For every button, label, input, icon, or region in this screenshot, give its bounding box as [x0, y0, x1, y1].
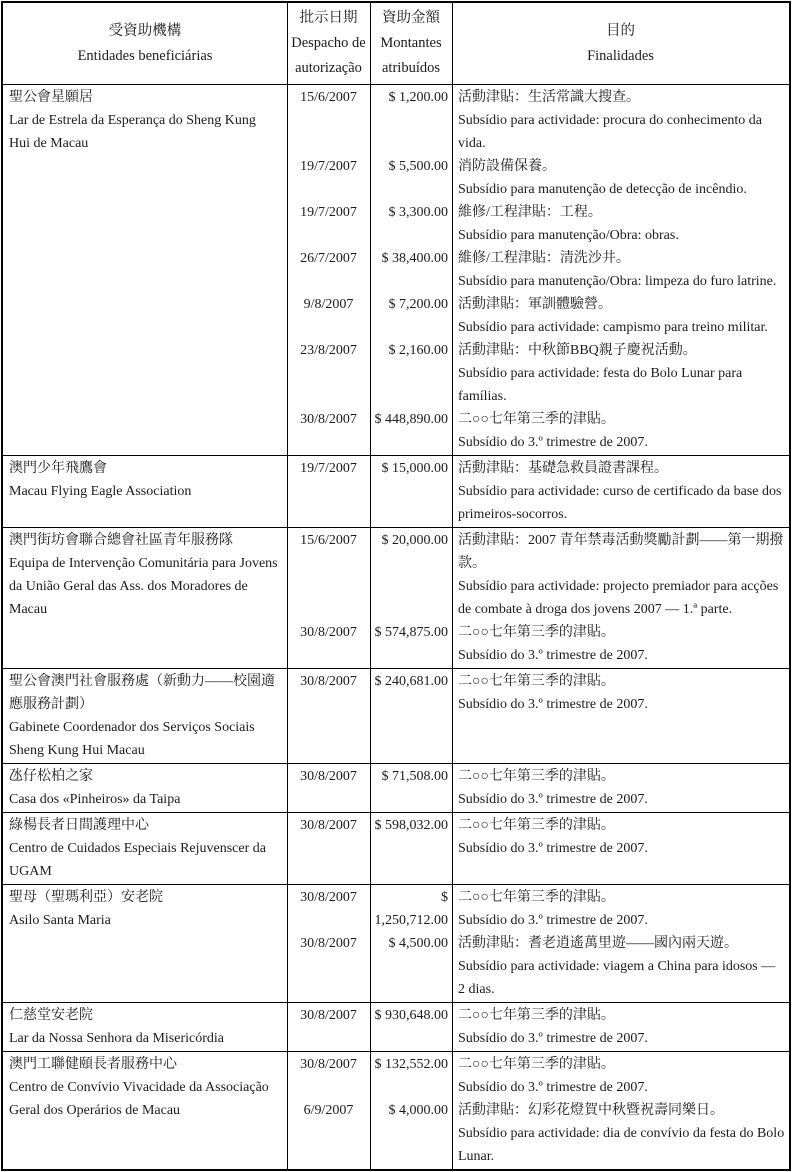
- beneficiary-cell: [3, 86, 287, 155]
- beneficiary-cell: [3, 765, 287, 811]
- authorization-date-cell: 15/6/2007: [300, 90, 357, 105]
- authorization-date-cell: 19/7/2007: [300, 205, 357, 220]
- purpose-cell: [452, 1004, 789, 1050]
- column-divider: [287, 669, 288, 763]
- authorization-date-cell: 30/8/2007: [300, 1057, 357, 1072]
- authorization-date-cell: 30/8/2007: [300, 674, 357, 689]
- beneficiary-name-zh: 聖公會澳門社會服務處（新動力——校園適應服務計劃）: [9, 674, 275, 712]
- purpose-pt: Subsídio para actividade: projecto premiador para acções de combate à droga dos jovens 2007 — 1.ª parte.: [458, 579, 779, 617]
- header-amount-pt: Montantes atribuídos: [380, 35, 442, 76]
- header-purpose: [452, 3, 789, 84]
- purpose-pt: Subsídio para actividade: viagem a China para idosos — 2 dias.: [458, 959, 776, 997]
- column-divider: [452, 3, 453, 84]
- purpose-cell: [452, 621, 789, 667]
- purpose-cell: [452, 529, 789, 621]
- amount-cell: $ 598,032.00: [374, 818, 448, 833]
- table-row: [3, 85, 789, 455]
- purpose-cell: [452, 293, 789, 339]
- authorization-date-cell: 30/8/2007: [300, 412, 357, 427]
- authorization-date-cell: 30/8/2007: [300, 625, 357, 640]
- subsidy-table-document: [1, 1, 791, 1171]
- beneficiary-name-pt: Equipa de Intervenção Comunitária para Jovens da União Geral das Ass. dos Moradores de Macau: [9, 556, 278, 617]
- beneficiary-name-zh: 澳門少年飛鷹會: [9, 461, 107, 476]
- purpose-pt: Subsídio para actividade: festa do Bolo Lunar para famílias.: [458, 366, 743, 404]
- column-divider: [370, 85, 371, 455]
- purpose-cell: [452, 814, 789, 860]
- column-divider: [287, 3, 288, 84]
- beneficiary-name-zh: 聖公會星願居: [9, 90, 93, 105]
- purpose-cell: [452, 457, 789, 526]
- authorization-date-cell: 30/8/2007: [300, 818, 357, 833]
- purpose-cell: [452, 201, 789, 247]
- column-divider: [370, 885, 371, 1002]
- beneficiary-name-pt: Lar de Estrela da Esperança do Sheng Kung Hui de Macau: [9, 113, 256, 151]
- purpose-cell: [452, 1053, 789, 1099]
- purpose-pt: Subsídio do 3.º trimestre de 2007.: [458, 697, 648, 712]
- header-purpose-pt: Finalidades: [587, 47, 654, 64]
- header-beneficiary-zh: 受資助機構: [108, 22, 182, 39]
- beneficiary-name-pt: Macau Flying Eagle Association: [9, 484, 192, 499]
- purpose-pt: Subsídio do 3.º trimestre de 2007.: [458, 1031, 648, 1046]
- purpose-zh: 活動津貼：生活常識大搜查。: [458, 90, 640, 105]
- beneficiary-name-zh: 聖母（聖瑪利亞）安老院: [9, 890, 163, 905]
- column-divider: [370, 528, 371, 668]
- purpose-cell: [452, 765, 789, 811]
- beneficiary-name-zh: 澳門街坊會聯合總會社區青年服務隊: [9, 533, 233, 548]
- beneficiary-cell: [3, 529, 287, 621]
- amount-cell: $ 132,552.00: [374, 1057, 448, 1072]
- beneficiary-cell: [3, 886, 287, 932]
- beneficiary-name-pt: Casa dos «Pinheiros» da Taipa: [9, 792, 181, 807]
- purpose-zh: 二○○七年第三季的津貼。: [458, 769, 615, 784]
- column-divider: [452, 885, 453, 1002]
- column-divider: [287, 1052, 288, 1169]
- purpose-cell: [452, 670, 789, 716]
- header-beneficiary: [3, 3, 287, 84]
- amount-cell: $ 3,300.00: [388, 205, 448, 220]
- table-row: [3, 1051, 789, 1169]
- column-divider: [452, 813, 453, 884]
- table-row: [3, 455, 789, 527]
- purpose-pt: Subsídio do 3.º trimestre de 2007.: [458, 841, 648, 856]
- purpose-pt: Subsídio para manutenção/Obra: limpeza do furo latrine.: [458, 274, 777, 289]
- table-header-row: [3, 3, 789, 85]
- table-row: [3, 812, 789, 884]
- authorization-date-cell: 9/8/2007: [303, 297, 354, 312]
- purpose-cell: [452, 339, 789, 408]
- authorization-date-cell: 19/7/2007: [300, 461, 357, 476]
- purpose-cell: [452, 932, 789, 1001]
- column-divider: [452, 85, 453, 455]
- authorization-date-cell: 30/8/2007: [300, 936, 357, 951]
- column-divider: [287, 85, 288, 455]
- header-beneficiary-pt: Entidades beneficiárias: [77, 47, 213, 64]
- purpose-zh: 二○○七年第三季的津貼。: [458, 625, 615, 640]
- column-divider: [452, 764, 453, 812]
- column-divider: [370, 456, 371, 527]
- beneficiary-name-pt: Gabinete Coordenador dos Serviços Sociais Sheng Kung Hui Macau: [9, 720, 255, 758]
- purpose-zh: 二○○七年第三季的津貼。: [458, 674, 615, 689]
- header-authorization-date-zh: 批示日期: [299, 10, 358, 26]
- authorization-date-cell: 30/8/2007: [300, 890, 357, 905]
- header-amount: [370, 3, 452, 84]
- beneficiary-name-pt: Asilo Santa Maria: [9, 913, 111, 928]
- purpose-zh: 二○○七年第三季的津貼。: [458, 1008, 615, 1023]
- purpose-pt: Subsídio para manutenção/Obra: obras.: [458, 228, 679, 243]
- authorization-date-cell: 30/8/2007: [300, 769, 357, 784]
- column-divider: [287, 456, 288, 527]
- header-purpose-zh: 目的: [606, 22, 635, 39]
- authorization-date-cell: 6/9/2007: [303, 1103, 354, 1118]
- column-divider: [452, 1003, 453, 1051]
- table-row: [3, 527, 789, 668]
- authorization-date-cell: 30/8/2007: [300, 1008, 357, 1023]
- beneficiary-name-pt: Centro de Cuidados Especiais Rejuvenscer da UGAM: [9, 841, 266, 879]
- column-divider: [452, 456, 453, 527]
- purpose-zh: 維修/工程津貼：工程。: [458, 205, 602, 220]
- beneficiary-name-zh: 澳門工聯健頤長者服務中心: [9, 1057, 177, 1072]
- purpose-cell: [452, 155, 789, 201]
- table-row: [3, 884, 789, 1002]
- column-divider: [452, 669, 453, 763]
- purpose-zh: 活動津貼：2007 青年禁毒活動獎勵計劃——第一期撥款。: [458, 533, 784, 571]
- beneficiary-name-zh: 綠楊長者日間護理中心: [9, 818, 149, 833]
- purpose-zh: 活動津貼：基礎急救員證書課程。: [458, 461, 668, 476]
- authorization-date-cell: 15/6/2007: [300, 533, 357, 548]
- table-row: [3, 763, 789, 812]
- purpose-pt: Subsídio para actividade: curso de certificado da base dos primeiros-socorros.: [458, 484, 782, 522]
- amount-cell: $ 2,160.00: [388, 343, 448, 358]
- beneficiary-cell: [3, 457, 287, 503]
- amount-cell: $ 7,200.00: [388, 297, 448, 312]
- column-divider: [370, 1052, 371, 1169]
- amount-cell: $ 71,508.00: [381, 769, 448, 784]
- amount-cell: $ 4,500.00: [388, 936, 448, 951]
- header-amount-zh: 資助金額: [382, 10, 440, 26]
- purpose-cell: [452, 1099, 789, 1168]
- column-divider: [452, 528, 453, 668]
- purpose-zh: 二○○七年第三季的津貼。: [458, 890, 615, 905]
- purpose-pt: Subsídio do 3.º trimestre de 2007.: [458, 1080, 648, 1095]
- beneficiary-name-zh: 氹仔松柏之家: [9, 769, 93, 784]
- column-divider: [287, 764, 288, 812]
- column-divider: [287, 528, 288, 668]
- purpose-pt: Subsídio do 3.º trimestre de 2007.: [458, 792, 648, 807]
- amount-cell: $ 4,000.00: [388, 1103, 448, 1118]
- column-divider: [287, 885, 288, 1002]
- purpose-zh: 維修/工程津貼：清洗沙井。: [458, 251, 630, 266]
- purpose-pt: Subsídio para actividade: dia de convívio da festa do Bolo Lunar.: [458, 1126, 785, 1164]
- amount-cell: $ 574,875.00: [374, 625, 448, 640]
- header-authorization-date-pt: Despacho de autorização: [291, 35, 366, 76]
- purpose-zh: 消防設備保養。: [458, 159, 556, 174]
- authorization-date-cell: 23/8/2007: [300, 343, 357, 358]
- purpose-cell: [452, 886, 789, 932]
- purpose-pt: Subsídio do 3.º trimestre de 2007.: [458, 913, 648, 928]
- authorization-date-cell: 26/7/2007: [300, 251, 357, 266]
- beneficiary-cell: [3, 1004, 287, 1050]
- purpose-pt: Subsídio do 3.º trimestre de 2007.: [458, 648, 648, 663]
- beneficiary-cell: [3, 814, 287, 883]
- amount-cell: $ 930,648.00: [374, 1008, 448, 1023]
- purpose-cell: [452, 408, 789, 454]
- amount-cell: $ 5,500.00: [388, 159, 448, 174]
- purpose-zh: 二○○七年第三季的津貼。: [458, 1057, 615, 1072]
- purpose-cell: [452, 247, 789, 293]
- amount-cell: $ 38,400.00: [381, 251, 448, 266]
- amount-cell: $ 240,681.00: [374, 674, 448, 689]
- purpose-zh: 二○○七年第三季的津貼。: [458, 412, 615, 427]
- beneficiary-name-pt: Centro de Convívio Vivacidade da Associação Geral dos Operários de Macau: [9, 1080, 269, 1118]
- column-divider: [287, 813, 288, 884]
- beneficiary-name-zh: 仁慈堂安老院: [9, 1008, 93, 1023]
- amount-cell: $ 15,000.00: [381, 461, 448, 476]
- amount-cell: $ 1,200.00: [388, 90, 448, 105]
- purpose-pt: Subsídio para manutenção de detecção de incêndio.: [458, 182, 747, 197]
- purpose-zh: 活動津貼：幻彩花燈賀中秋暨祝壽同樂日。: [458, 1103, 724, 1118]
- column-divider: [452, 1052, 453, 1169]
- column-divider: [370, 813, 371, 884]
- amount-cell: $ 448,890.00: [374, 412, 448, 427]
- column-divider: [370, 669, 371, 763]
- beneficiary-cell: [3, 1053, 287, 1122]
- column-divider: [370, 1003, 371, 1051]
- header-authorization-date: [287, 3, 370, 84]
- table-body: [3, 85, 789, 1169]
- beneficiary-name-pt: Lar da Nossa Senhora da Misericórdia: [9, 1031, 224, 1046]
- column-divider: [370, 3, 371, 84]
- purpose-zh: 活動津貼：中秋節BBQ親子慶祝活動。: [458, 343, 697, 358]
- table-row: [3, 1002, 789, 1051]
- purpose-zh: 活動津貼：軍訓體驗營。: [458, 297, 612, 312]
- table-row: [3, 668, 789, 763]
- purpose-pt: Subsídio do 3.º trimestre de 2007.: [458, 435, 648, 450]
- column-divider: [370, 764, 371, 812]
- purpose-pt: Subsídio para actividade: campismo para treino militar.: [458, 320, 768, 335]
- purpose-cell: [452, 86, 789, 155]
- column-divider: [287, 1003, 288, 1051]
- amount-cell: $ 1,250,712.00: [374, 890, 448, 928]
- purpose-zh: 二○○七年第三季的津貼。: [458, 818, 615, 833]
- purpose-pt: Subsídio para actividade: procura do conhecimento da vida.: [458, 113, 763, 151]
- amount-cell: $ 20,000.00: [381, 533, 448, 548]
- purpose-zh: 活動津貼：耆老逍遙萬里遊——國內兩天遊。: [458, 936, 738, 951]
- beneficiary-cell: [3, 670, 287, 762]
- authorization-date-cell: 19/7/2007: [300, 159, 357, 174]
